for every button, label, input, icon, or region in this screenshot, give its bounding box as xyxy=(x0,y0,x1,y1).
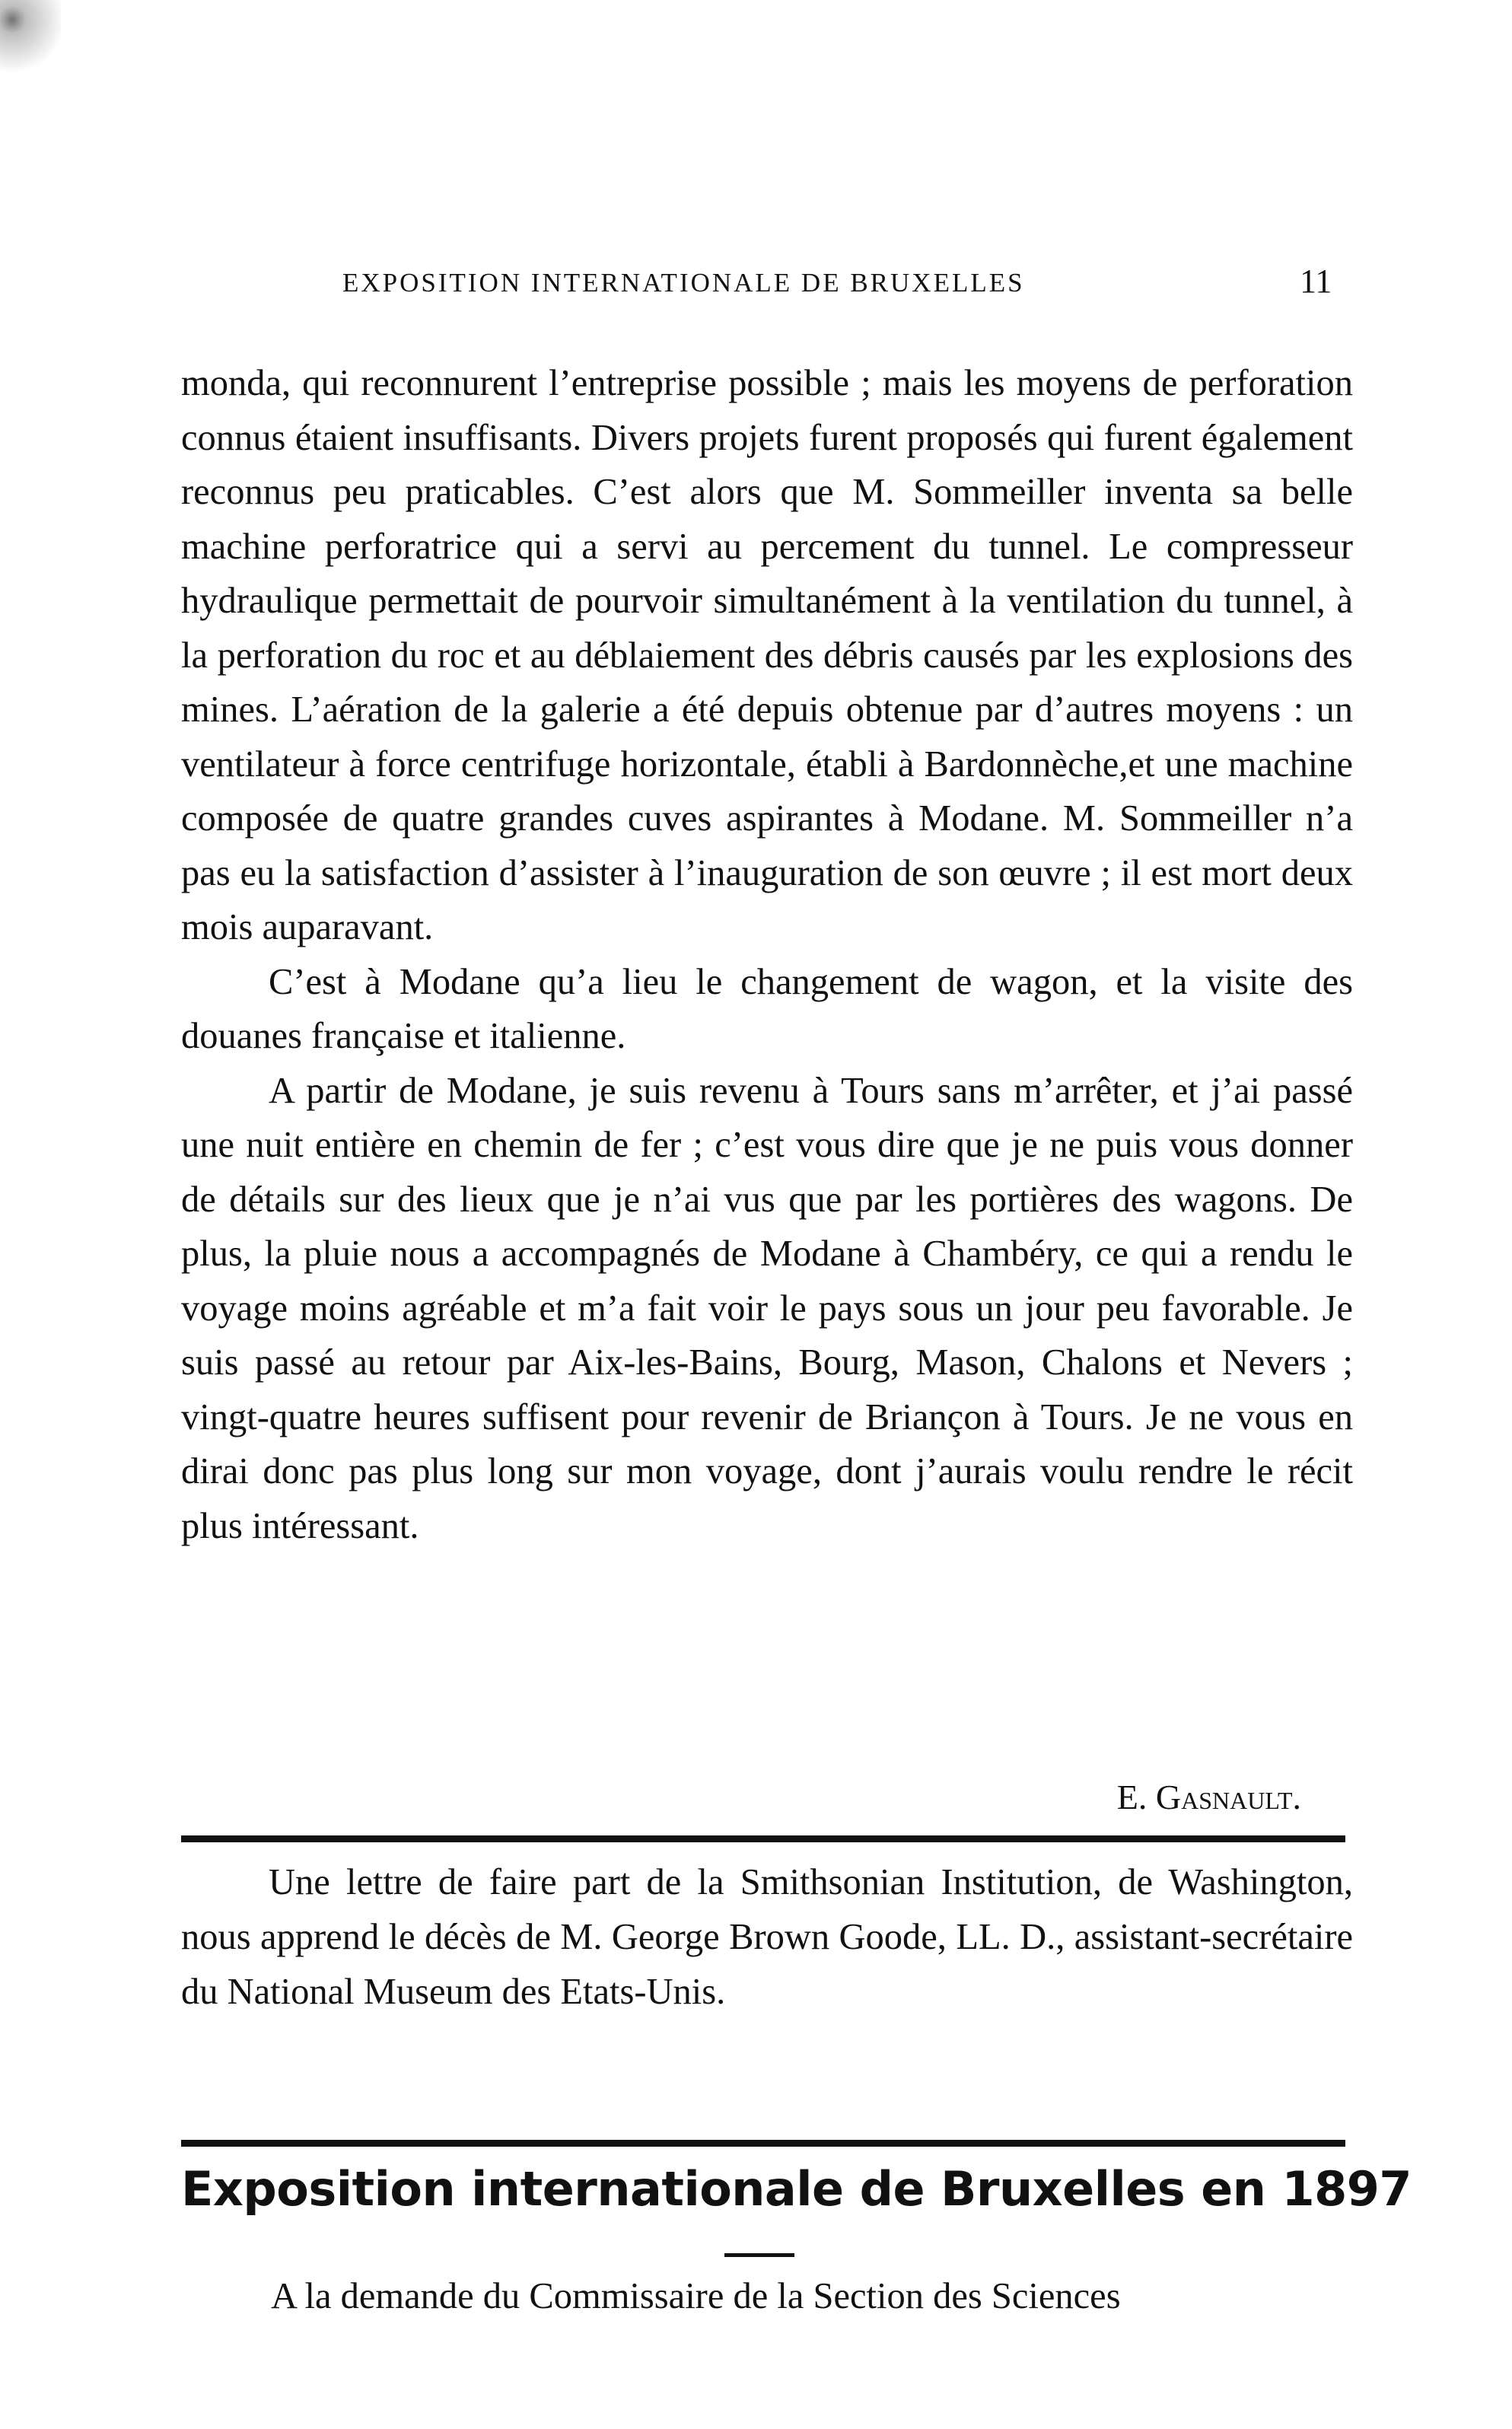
paragraph: monda, qui reconnurent l’entreprise possible ; mais les moyens de perforation connus étaient insuffisants. Divers projets furent proposés qui furent également reconnus peu praticables. C’est alors que M. Sommeiller inventa sa belle machine perforatrice qui a servi au percement du tunnel. Le compresseur hydraulique permettait de pourvoir simultanément à la ventilation du tunnel, à la perforation du roc et au déblaiement des débris causés par les explosions des mines. L’aération de la galerie a été depuis obtenue par d’autres moyens : un ventilateur à force centrifuge horizontale, établi à Bardonnèche,et une machine composée de quatre grandes cuves aspirantes à Modane. M. Sommeiller n’a pas eu la satisfaction d’assister à l’inauguration de son œuvre ; il est mort deux mois auparavant. xyxy=(181,363,1353,947)
scan-artifact xyxy=(0,0,61,99)
divider-rule xyxy=(181,2140,1345,2147)
running-head: EXPOSITION INTERNATIONALE DE BRUXELLES xyxy=(342,268,1025,298)
paragraph: A partir de Modane, je suis revenu à Tours sans m’arrêter, et j’ai passé une nuit entière en chemin de fer ; c’est vous dire que je ne puis vous donner de détails sur des lieux que je n’ai vus que par les portières des wagons. De plus, la pluie nous a accompagnés de Modane à Chambéry, ce qui a rendu le voyage moins agréable et m’a fait voir le pays sous un jour peu favorable. Je suis passé au retour par Aix-les-Bains, Bourg, Mason, Chalons et Nevers ; vingt-quatre heures suffisent pour revenir de Briançon à Tours. Je ne vous en dirai donc pas plus long sur mon voyage, dont j’aurais voulu rendre le récit plus intéressant. xyxy=(181,1070,1353,1546)
paragraph: C’est à Modane qu’a lieu le changement de wagon, et la visite des douanes française et italienne. xyxy=(181,961,1353,1056)
notice-text: Une lettre de faire part de la Smithsonian Institution, de Washington, nous apprend le décès de M. George Brown Goode, LL. D., assistant-secrétaire du National Museum des Etats-Unis. xyxy=(181,1862,1353,2012)
notice xyxy=(181,1855,1353,2020)
divider-rule xyxy=(181,1835,1345,1842)
signature: E. Gasnault. xyxy=(1116,1778,1301,1816)
article-body xyxy=(181,356,1353,1553)
section-title: Exposition internationale de Bruxelles en 1897 xyxy=(181,2161,1412,2217)
short-divider xyxy=(724,2253,794,2257)
section-first-line: A la demande du Commissaire de la Section des Sciences xyxy=(271,2276,1121,2316)
page-number: 11 xyxy=(1300,263,1332,300)
